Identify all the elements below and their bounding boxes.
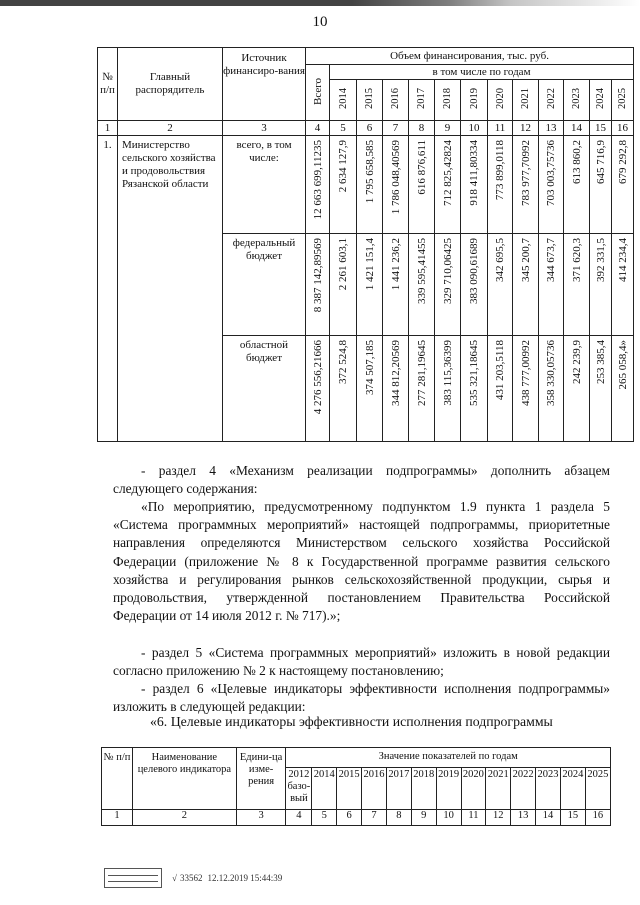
header-source: Источник финансиро-вания bbox=[223, 48, 306, 121]
footer-doc-id: 33562 bbox=[179, 873, 203, 883]
year-value: 1 421 151,4 bbox=[357, 234, 383, 336]
year-value: 1 786 048,40569 bbox=[383, 136, 409, 234]
year-value: 253 385,4 bbox=[590, 336, 612, 442]
year-value: 383 115,36399 bbox=[435, 336, 461, 442]
column-number: 10 bbox=[461, 121, 488, 136]
t2-column-number: 1 bbox=[102, 810, 133, 826]
t2-column-number: 11 bbox=[461, 810, 486, 826]
t2-header-name: Наименование целевого индикатора bbox=[133, 748, 237, 810]
column-number: 11 bbox=[488, 121, 513, 136]
t2-year: 2024 bbox=[560, 768, 585, 810]
financing-table bbox=[97, 47, 634, 442]
t2-column-number: 3 bbox=[236, 810, 286, 826]
header-num: № п/п bbox=[98, 48, 118, 121]
year-value: 783 977,70992 bbox=[513, 136, 539, 234]
year-value: 414 234,4 bbox=[612, 234, 634, 336]
year-value: 438 777,00992 bbox=[513, 336, 539, 442]
year-header: 2020 bbox=[488, 80, 513, 121]
year-value: 616 876,611 bbox=[409, 136, 435, 234]
year-header: 2015 bbox=[357, 80, 383, 121]
year-value: 277 281,19645 bbox=[409, 336, 435, 442]
year-value: 383 090,61689 bbox=[461, 234, 488, 336]
column-number: 15 bbox=[590, 121, 612, 136]
t2-year: 2014 bbox=[312, 768, 337, 810]
total-value: 12 663 699,11235 bbox=[306, 136, 330, 234]
year-header: 2019 bbox=[461, 80, 488, 121]
footer-datetime: 12.12.2019 15:44:39 bbox=[207, 873, 283, 883]
funding-source: федеральный бюджет bbox=[223, 234, 306, 336]
t2-year: 2015 bbox=[337, 768, 362, 810]
header-volume: Объем финансирования, тыс. руб. bbox=[306, 48, 634, 65]
year-value: 773 899,0118 bbox=[488, 136, 513, 234]
year-value: 345 200,7 bbox=[513, 234, 539, 336]
indicators-table bbox=[101, 747, 611, 826]
year-value: 2 634 127,9 bbox=[330, 136, 357, 234]
column-numbers-row bbox=[98, 121, 634, 136]
column-number: 7 bbox=[383, 121, 409, 136]
t2-year: 2017 bbox=[386, 768, 411, 810]
funding-source: всего, в том числе: bbox=[223, 136, 306, 234]
t2-year: 2018 bbox=[411, 768, 436, 810]
paragraph-quote: «По мероприятию, предусмотренному подпунктом 1.9 пункта 1 раздела 5 «Система программных мероприятий» настоящей подпрограммы, приоритетные направления определяются Министерством сельского хозяйства Российской Федерации (приложение № 8 к Государственной программе развития сельского хозяйства и регулирования рынков сельскохозяйственной продукции, сырья и продовольствия, утвержденной постановлением Правительства Российской Федерации от 14 июля 2012 г. № 717).»; bbox=[113, 499, 610, 624]
column-number: 14 bbox=[564, 121, 590, 136]
year-value: 371 620,3 bbox=[564, 234, 590, 336]
year-value: 329 710,06425 bbox=[435, 234, 461, 336]
year-value: 242 239,9 bbox=[564, 336, 590, 442]
year-value: 392 331,5 bbox=[590, 234, 612, 336]
header-by-years: в том числе по годам bbox=[330, 65, 634, 80]
t2-header-unit: Едини-ца изме-рения bbox=[236, 748, 286, 810]
t2-year: 2021 bbox=[486, 768, 511, 810]
header-manager: Главный распорядитель bbox=[118, 48, 223, 121]
t2-column-number: 13 bbox=[511, 810, 536, 826]
t2-column-number: 14 bbox=[536, 810, 561, 826]
t2-year: 2025 bbox=[585, 768, 610, 810]
year-value: 645 716,9 bbox=[590, 136, 612, 234]
year-value: 265 058,4» bbox=[612, 336, 634, 442]
year-header: 2017 bbox=[409, 80, 435, 121]
column-number: 4 bbox=[306, 121, 330, 136]
year-value: 2 261 603,1 bbox=[330, 234, 357, 336]
paragraph-section6: - раздел 6 «Целевые индикаторы эффективности исполнения подпрограммы» изложить в следующей редакции: bbox=[113, 681, 610, 715]
year-header: 2025 bbox=[612, 80, 634, 121]
registry-stamp-icon bbox=[104, 868, 162, 888]
column-number: 16 bbox=[612, 121, 634, 136]
t2-header-num: № п/п bbox=[102, 748, 133, 810]
column-number: 12 bbox=[513, 121, 539, 136]
column-number: 3 bbox=[223, 121, 306, 136]
footer-mark: √ bbox=[172, 873, 177, 883]
t2-column-number: 4 bbox=[286, 810, 312, 826]
table-row-total bbox=[98, 136, 634, 234]
year-header: 2022 bbox=[539, 80, 564, 121]
t2-column-number: 12 bbox=[486, 810, 511, 826]
year-value: 344 812,20569 bbox=[383, 336, 409, 442]
t2-column-number: 7 bbox=[362, 810, 387, 826]
header-total: Всего bbox=[306, 65, 330, 121]
t2-header-values: Значение показателей по годам bbox=[286, 748, 611, 768]
t2-year: 2016 bbox=[362, 768, 387, 810]
year-value: 344 673,7 bbox=[539, 234, 564, 336]
t2-column-number: 5 bbox=[312, 810, 337, 826]
total-value: 8 387 142,89569 bbox=[306, 234, 330, 336]
t2-base-year: 2012 базо-вый bbox=[286, 768, 312, 810]
section6-heading: «6. Целевые индикаторы эффективности исполнения подпрограммы bbox=[150, 714, 553, 729]
year-header: 2024 bbox=[590, 80, 612, 121]
year-header: 2023 bbox=[564, 80, 590, 121]
funding-source: областной бюджет bbox=[223, 336, 306, 442]
year-value: 703 003,75736 bbox=[539, 136, 564, 234]
column-number: 2 bbox=[118, 121, 223, 136]
t2-year: 2023 bbox=[536, 768, 561, 810]
t2-column-number: 16 bbox=[585, 810, 610, 826]
paragraph-section4: - раздел 4 «Механизм реализации подпрограммы» дополнить абзацем следующего содержания: bbox=[113, 463, 610, 497]
total-value: 4 276 556,21666 bbox=[306, 336, 330, 442]
year-header: 2021 bbox=[513, 80, 539, 121]
year-value: 679 292,8 bbox=[612, 136, 634, 234]
t2-column-number: 9 bbox=[411, 810, 436, 826]
manager-name: Министерство сельского хозяйства и продовольствия Рязанской области bbox=[118, 136, 223, 442]
column-number: 9 bbox=[435, 121, 461, 136]
t2-column-number: 8 bbox=[386, 810, 411, 826]
paragraph-section5: - раздел 5 «Система программных мероприятий» изложить в новой редакции согласно приложению № 2 к настоящему постановлению; bbox=[113, 645, 610, 679]
scan-edge bbox=[0, 0, 640, 6]
year-value: 372 524,8 bbox=[330, 336, 357, 442]
year-value: 431 203,5118 bbox=[488, 336, 513, 442]
t2-column-number: 15 bbox=[560, 810, 585, 826]
t2-year: 2019 bbox=[436, 768, 461, 810]
year-header: 2016 bbox=[383, 80, 409, 121]
column-number: 13 bbox=[539, 121, 564, 136]
year-header: 2018 bbox=[435, 80, 461, 121]
year-value: 1 441 236,2 bbox=[383, 234, 409, 336]
t2-year: 2022 bbox=[511, 768, 536, 810]
column-number: 6 bbox=[357, 121, 383, 136]
t2-column-number: 6 bbox=[337, 810, 362, 826]
t2-year: 2020 bbox=[461, 768, 486, 810]
year-value: 342 695,5 bbox=[488, 234, 513, 336]
year-value: 358 330,05736 bbox=[539, 336, 564, 442]
year-value: 712 825,42824 bbox=[435, 136, 461, 234]
column-number: 8 bbox=[409, 121, 435, 136]
t2-column-number: 2 bbox=[133, 810, 237, 826]
year-value: 535 321,18645 bbox=[461, 336, 488, 442]
t2-column-number: 10 bbox=[436, 810, 461, 826]
year-value: 1 795 658,585 bbox=[357, 136, 383, 234]
row-number: 1. bbox=[98, 136, 118, 442]
column-number: 5 bbox=[330, 121, 357, 136]
year-value: 613 860,2 bbox=[564, 136, 590, 234]
column-number: 1 bbox=[98, 121, 118, 136]
t2-column-numbers bbox=[102, 810, 611, 826]
year-value: 339 595,41455 bbox=[409, 234, 435, 336]
footer bbox=[104, 868, 282, 888]
page-number: 10 bbox=[312, 14, 328, 30]
year-header: 2014 bbox=[330, 80, 357, 121]
year-value: 374 507,185 bbox=[357, 336, 383, 442]
year-value: 918 411,80334 bbox=[461, 136, 488, 234]
